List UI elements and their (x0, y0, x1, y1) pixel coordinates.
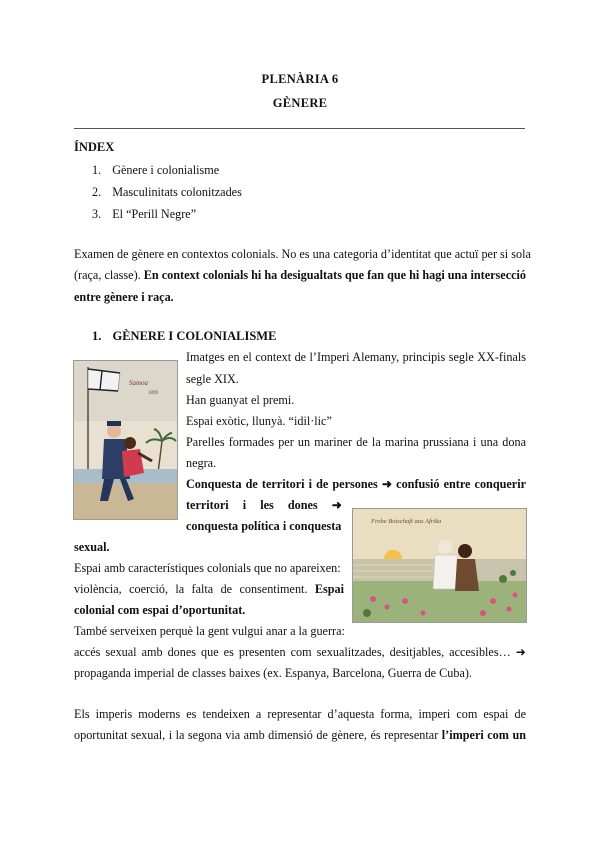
bold-text: l’imperi com un (441, 728, 526, 742)
body-line: Parelles formades per un mariner de la marina prussiana i una dona (186, 435, 526, 449)
intro-bold-text: En context colonials hi ha desigualtats que fan que hi hagi una intersecció (143, 268, 526, 282)
intro-bold-text: entre gènere i raça. (74, 290, 174, 304)
postcard-illustration (74, 361, 177, 519)
postcard-caption: Samoa (129, 379, 149, 387)
body-bold-line (74, 603, 245, 618)
body-line: També serveixen perquè la gent vulgui anar a la guerra: (74, 624, 345, 638)
bold-text: colonial com espai d’oportunitat. (74, 603, 246, 617)
body-text: oportunitat sexual, i la segona via amb dimensió de gènere, és representar (74, 728, 439, 742)
body-line: segle XIX. (186, 372, 239, 386)
index-item-text: Masculinitats colonitzades (112, 185, 242, 199)
body-line: Espai exòtic, llunyà. “idil·lic” (186, 414, 332, 428)
intro-line (74, 268, 526, 283)
body-line: Han guanyat el premi. (186, 393, 295, 407)
intro-line (74, 290, 174, 305)
body-line: Espai amb característiques colonials que no apareixen: (74, 561, 341, 575)
body-line: negra. (186, 456, 217, 470)
page-subtitle: GÈNERE (272, 96, 328, 110)
body-bold-line (186, 519, 341, 534)
bold-text: conquesta política i conquesta (186, 519, 342, 533)
postcard-illustration (353, 509, 526, 622)
body-line (74, 728, 526, 743)
bold-text: territori i les dones ➜ (186, 498, 342, 512)
body-line: accés sexual amb dones que es presenten com sexualitzades, desitjables, accesibles… ➜ (74, 645, 526, 659)
body-line: Imatges en el context de l’Imperi Alemany, principis segle XX-finals (186, 350, 526, 364)
bold-text: Espai (314, 582, 344, 596)
body-text: violència, coerció, la falta de consentiment. (74, 582, 308, 596)
section-number: 1. (92, 329, 102, 343)
index-item (92, 207, 196, 222)
intro-line: Examen de gènere en contextos colonials. No es una categoria d’identitat que actuï per si sola (74, 247, 531, 261)
body-line: Els imperis moderns es tendeixen a representar d’aquesta forma, imperi com espai de (74, 707, 526, 721)
bold-text: sexual. (74, 540, 110, 554)
index-heading: ÍNDEX (74, 140, 115, 154)
section-heading (92, 329, 276, 344)
body-bold-line (74, 540, 110, 555)
page-title: PLENÀRIA 6 (261, 72, 339, 86)
index-item (92, 163, 219, 178)
section-title: GÈNERE I COLONIALISME (112, 329, 277, 343)
index-item-number: 3. (92, 207, 102, 221)
index-item-text: El “Perill Negre” (112, 207, 197, 221)
postcard-year: 1899 (148, 391, 158, 396)
divider (74, 128, 525, 129)
index-item-text: Gènere i colonialisme (112, 163, 220, 177)
index-item-number: 1. (92, 163, 102, 177)
index-item (92, 185, 242, 200)
body-line: propaganda imperial de classes baixes (ex. Espanya, Barcelona, Guerra de Cuba). (74, 666, 472, 680)
postcard-image-samoa (73, 360, 178, 520)
body-line (74, 582, 344, 597)
intro-text: (raça, classe). (74, 268, 141, 282)
bold-text: Conquesta de territori i de persones ➜ confusió entre conquerir (186, 477, 526, 491)
body-bold-line (186, 498, 342, 513)
postcard-image-beach (352, 508, 527, 623)
body-bold-line (186, 477, 526, 492)
postcard-caption: Frohe Botschaft aus Afrika (371, 518, 442, 525)
index-item-number: 2. (92, 185, 102, 199)
